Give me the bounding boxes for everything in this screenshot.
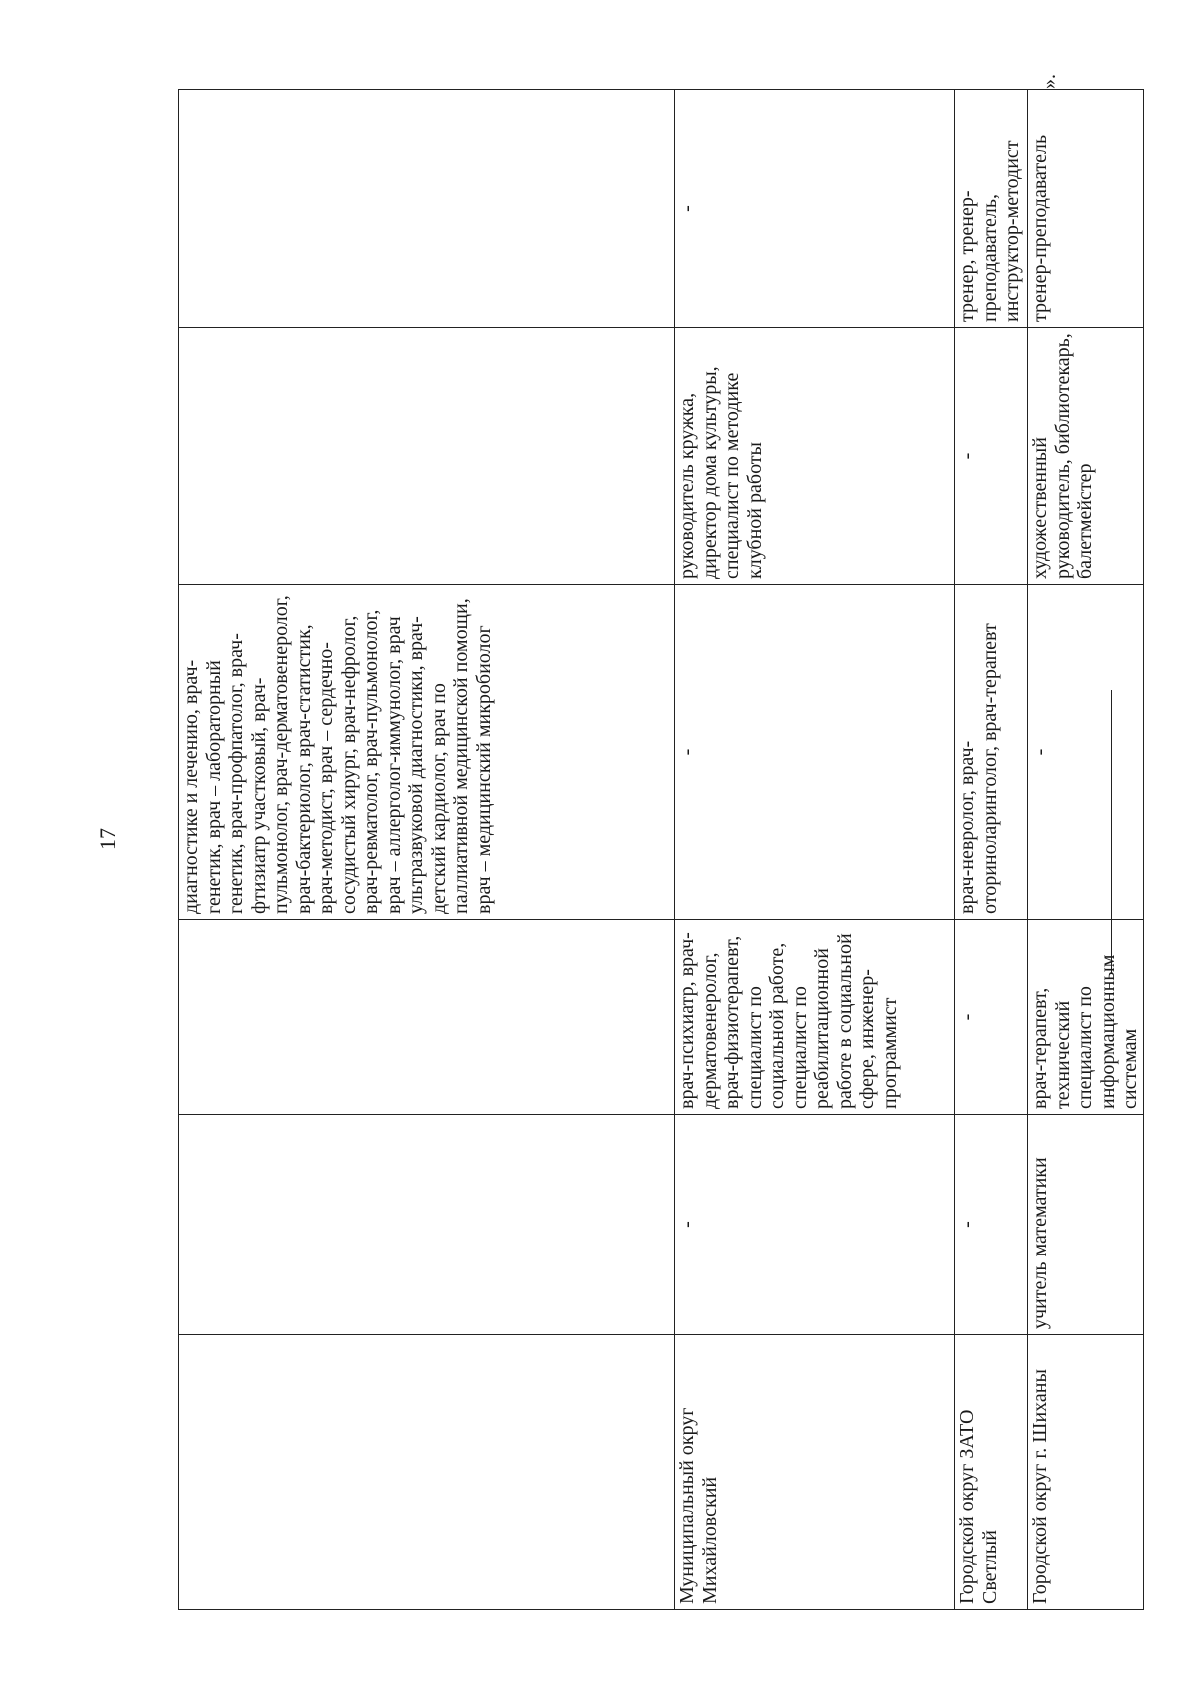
cell-col2 [179, 1115, 675, 1335]
closing-quote-mark: ». [1038, 74, 1060, 89]
cell-col4: - [675, 585, 955, 920]
cell-col6: - [675, 90, 955, 328]
table-row [675, 90, 955, 1610]
staffing-needs-table [178, 89, 1144, 1610]
cell-col6 [179, 90, 675, 328]
cell-col4: - [1028, 585, 1144, 920]
cell-col2: - [955, 1115, 1028, 1335]
cell-col6: тренер-преподаватель [1028, 90, 1144, 328]
cell-col2: учитель математики [1028, 1115, 1144, 1335]
cell-region: Городской округ ЗАТО Светлый [955, 1335, 1028, 1610]
cell-region: Муниципальный округ Михайловский [675, 1335, 955, 1610]
cell-region [179, 1335, 675, 1610]
rotated-table-container [178, 90, 1200, 1610]
cell-col3: врач-терапевт, технический специалист по информационным системам [1028, 920, 1144, 1115]
cell-col3 [179, 920, 675, 1115]
cell-col5 [179, 328, 675, 585]
cell-col5: руководитель кружка, директор дома культуры, специалист по методике клубной работы [675, 328, 955, 585]
cell-col4: врач-невролог, врач-оториноларинголог, врач-терапевт [955, 585, 1028, 920]
cell-col3: - [955, 920, 1028, 1115]
cell-col2: - [675, 1115, 955, 1335]
cell-col6: тренер, тренер-преподаватель, инструктор-методист [955, 90, 1028, 328]
cell-col4: диагностике и лечению, врач-генетик, врач – лабораторный генетик, врач-профпатолог, врач-фтизиатр участковый, врач-пульмонолог, врач-дерматовенеролог, врач-бактериолог, врач-статистик, врач-методист, врач – сердечно-сосудистый хирург, врач-нефролог, врач-ревматолог, врач-пульмонолог, врач – аллерголог-иммунолог, врач ультразвуковой диагностики, врач-детский кардиолог, врач по паллиативной медицинской помощи, врач – медицинский микробиолог [179, 585, 675, 920]
page-number: 17 [95, 828, 120, 850]
table-row [955, 90, 1028, 1610]
cell-region: Городской округ г. Шиханы [1028, 1335, 1144, 1610]
table-row [1028, 90, 1144, 1610]
cell-col3: врач-психиатр, врач-дерматовенеролог, врач-физиотерапевт, специалист по социальной работе, специалист по реабилитационной работе в социальной сфере, инженер-программист [675, 920, 955, 1115]
cell-col5: - [955, 328, 1028, 585]
table-row [179, 90, 675, 1610]
cell-col5: художественный руководитель, библиотекарь, балетмейстер [1028, 328, 1144, 585]
